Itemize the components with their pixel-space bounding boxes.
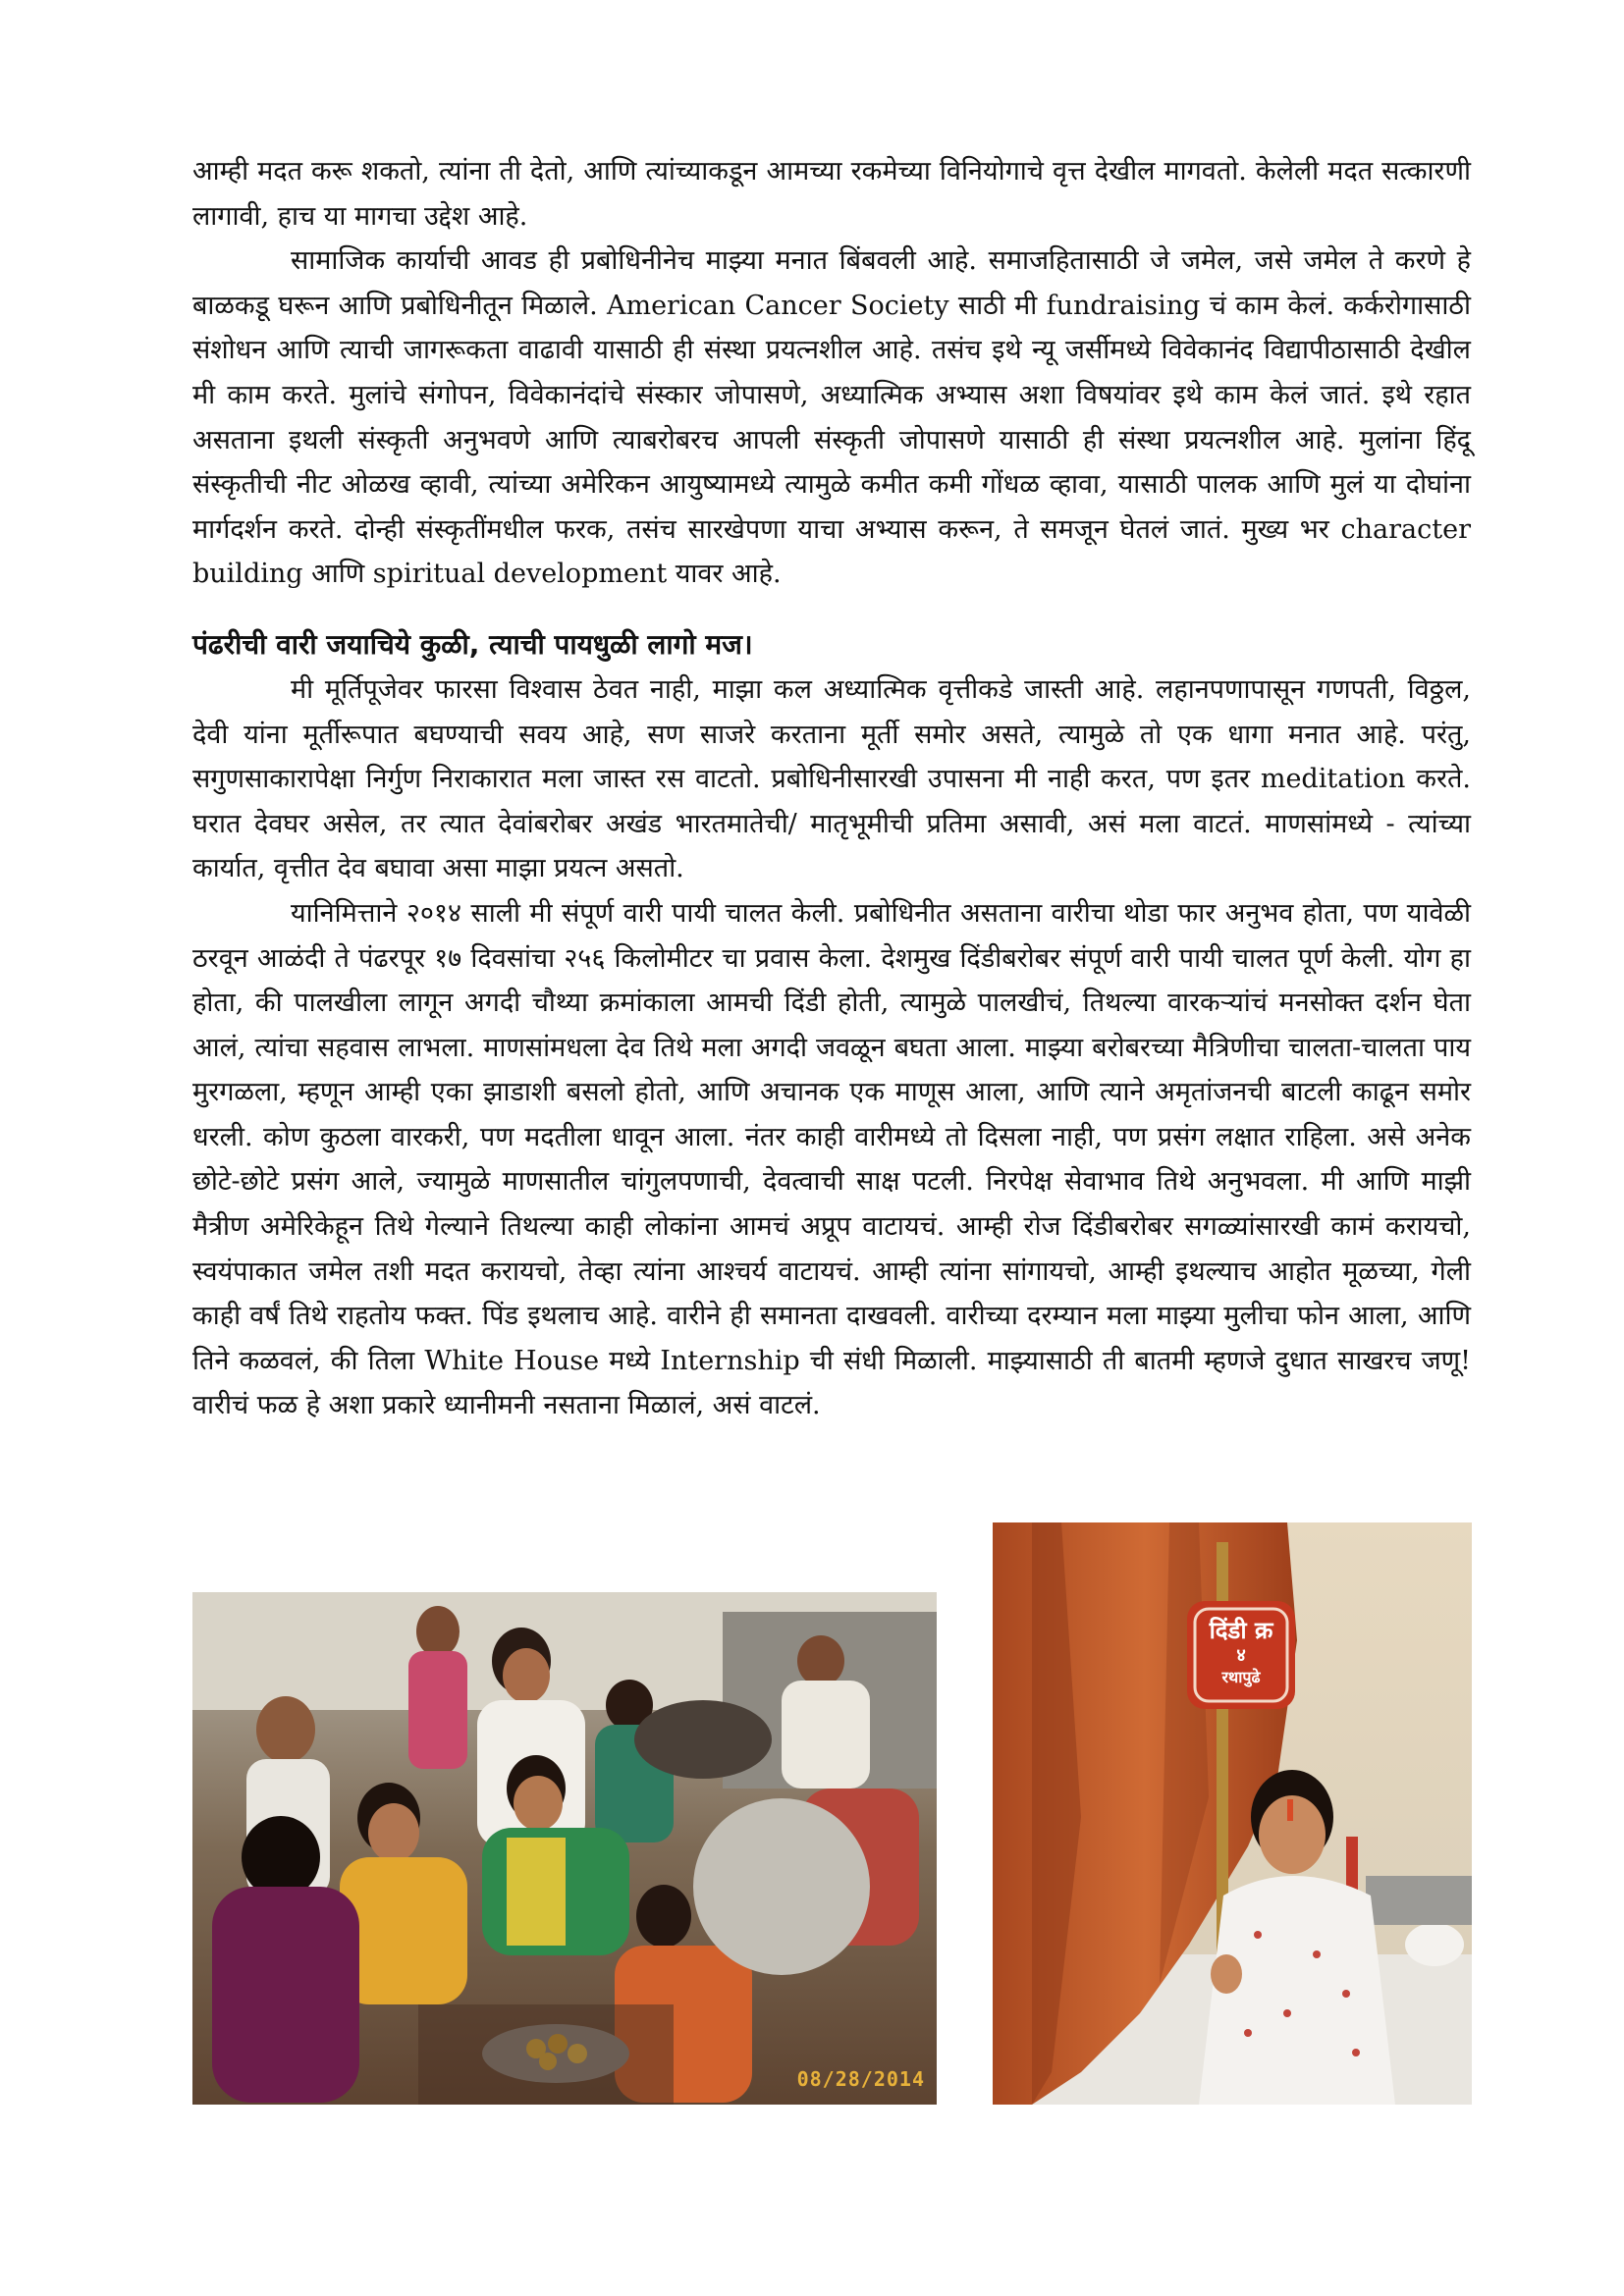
paragraph-wari-experience: यानिमित्ताने २०१४ साली मी संपूर्ण वारी पायी चालत केली. प्रबोधिनीत असताना वारीचा थोडा फार अनुभव होता, पण यावेळी ठरवून आळंदी ते पंढरपूर १७ दिवसांचा २५६ किलोमीटर चा प्रवास केला. देशमुख दिंडीबरोबर संपूर्ण वारी पायी चालत पूर्ण केली. योग हा होता, की पालखीला लागून अगदी चौथ्या क्रमांकाला आमची दिंडी होती, त्यामुळे पालखीचं, तिथल्या वारकऱ्यांचं मनसोक्त दर्शन घेता आलं, त्यांचा सहवास लाभला. माणसांमधला देव तिथे मला अगदी जवळून बघता आला. माझ्या बरोबरच्या मैत्रिणीचा चालता-चालता पाय मुरगळला, म्हणून आम्ही एका झाडाशी बसलो होतो, आणि अचानक एक माणूस आला, आणि त्याने अमृतांजनची बाटली काढून समोर धरली. कोण कुठला वारकरी, पण मदतीला धावून आला. नंतर काही वारीमध्ये तो दिसला नाही, पण प्रसंग लक्षात राहिला. असे अनेक छोटे-छोटे प्रसंग आले, ज्यामुळे माणसातील चांगुलपणाची, देवत्वाची साक्ष पटली. निरपेक्ष सेवाभाव तिथे अनुभवला. मी आणि माझी मैत्रीण अमेरिकेहून तिथे गेल्याने तिथल्या काही लोकांना आमचं अप्रूप वाटायचं. आम्ही रोज दिंडीबरोबर सगळ्यांसारखी कामं करायचो, स्वयंपाकात जमेल तशी मदत करायचो, तेव्हा त्यांना आश्चर्य वाटायचं. आम्ही त्यांना सांगायचो, आम्ही इथल्याच आहोत मूळच्या, गेली काही वर्षं तिथे राहतोय फक्त. पिंड इथलाच आहे. वारीने ही समानता दाखवली. वारीच्या दरम्यान मला माझ्या मुलीचा फोन आला, आणि तिने कळवलं, की तिला White House मध्ये Internship ची संधी मिळाली. माझ्यासाठी ती बातमी म्हणजे दुधात साखरच जणू! वारीचं फळ हे अशा प्रकारे ध्यानीमनी नसताना मिळालं, असं वाटलं.	[192, 897, 1471, 1421]
sign-line-1: दिंडी क्र	[1209, 1617, 1273, 1644]
section-heading-wari: पंढरीची वारी जयाचिये कुळी, त्याची पायधुळी लागो मज।	[192, 627, 753, 661]
photo-cooking-illustration	[192, 1592, 937, 2105]
paragraph-social-work: सामाजिक कार्याची आवड ही प्रबोधिनीनेच माझ्या मनात बिंबवली आहे. समाजहितासाठी जे जमेल, जसे जमेल ते करणे हे बाळकडू घरून आणि प्रबोधिनीतून मिळाले. American Cancer Society साठी मी fundraising चं काम केलं. कर्करोगासाठी संशोधन आणि त्याची जागरूकता वाढावी यासाठी ही संस्था प्रयत्नशील आहे. तसंच इथे न्यू जर्सीमध्ये विवेकानंद विद्यापीठासाठी देखील मी काम करते. मुलांचे संगोपन, विवेकानंदांचे संस्कार जोपासणे, अध्यात्मिक अभ्यास अशा विषयांवर इथे काम केलं जातं. इथे रहात असताना इथली संस्कृती अनुभवणे आणि त्याबरोबरच आपली संस्कृती जोपासणे यासाठी ही संस्था प्रयत्नशील आहे. मुलांना हिंदू संस्कृतीची नीट ओळख व्हावी, त्यांच्या अमेरिकन आयुष्यामध्ये त्यामुळे कमीत कमी गोंधळ व्हावा, यासाठी पालक आणि मुलं या दोघांना मार्गदर्शन करते. दोन्ही संस्कृतींमधील फरक, तसंच सारखेपणा याचा अभ्यास करून, ते समजून घेतलं जातं. मुख्य भर character building आणि spiritual development यावर आहे.	[192, 245, 1471, 590]
paragraph-spirituality: मी मूर्तिपूजेवर फारसा विश्वास ठेवत नाही, माझा कल अध्यात्मिक वृत्तीकडे जास्ती आहे. लहानपणापासून गणपती, विठ्ठल, देवी यांना मूर्तीरूपात बघण्याची सवय आहे, सण साजरे करताना मूर्ती समोर असते, त्यामुळे तो एक धागा मनात आहे. परंतु, सगुणसाकारापेक्षा निर्गुण निराकारात मला जास्त रस वाटतो. प्रबोधिनीसारखी उपासना मी नाही करत, पण इतर meditation करते. घरात देवघर असेल, तर त्यात देवांबरोबर अखंड भारतमातेची/ मातृभूमीची प्रतिमा असावी, असं मला वाटतं. माणसांमध्ये - त्यांच्या कार्यात, वृत्तीत देव बघावा असा माझा प्रयत्न असतो.	[192, 673, 1471, 884]
paragraph-intro: आम्ही मदत करू शकतो, त्यांना ती देतो, आणि त्यांच्याकडून आमच्या रकमेच्या विनियोगाचे वृत्त देखील मागवतो. केलेली मदत सत्कारणी लागावी, हाच या मागचा उद्देश आहे.	[192, 156, 1471, 232]
sign-number: ४	[1236, 1645, 1246, 1666]
sign-label	[1187, 1616, 1295, 1688]
sign-line-2: रथापुढे	[1221, 1668, 1261, 1686]
photo-cooking-women	[192, 1592, 937, 2105]
photo-flag-illustration	[993, 1522, 1472, 2105]
photo-woman-with-flag	[993, 1522, 1472, 2105]
article-body	[192, 149, 1471, 1428]
photo-date-stamp: 08/28/2014	[796, 2067, 925, 2091]
